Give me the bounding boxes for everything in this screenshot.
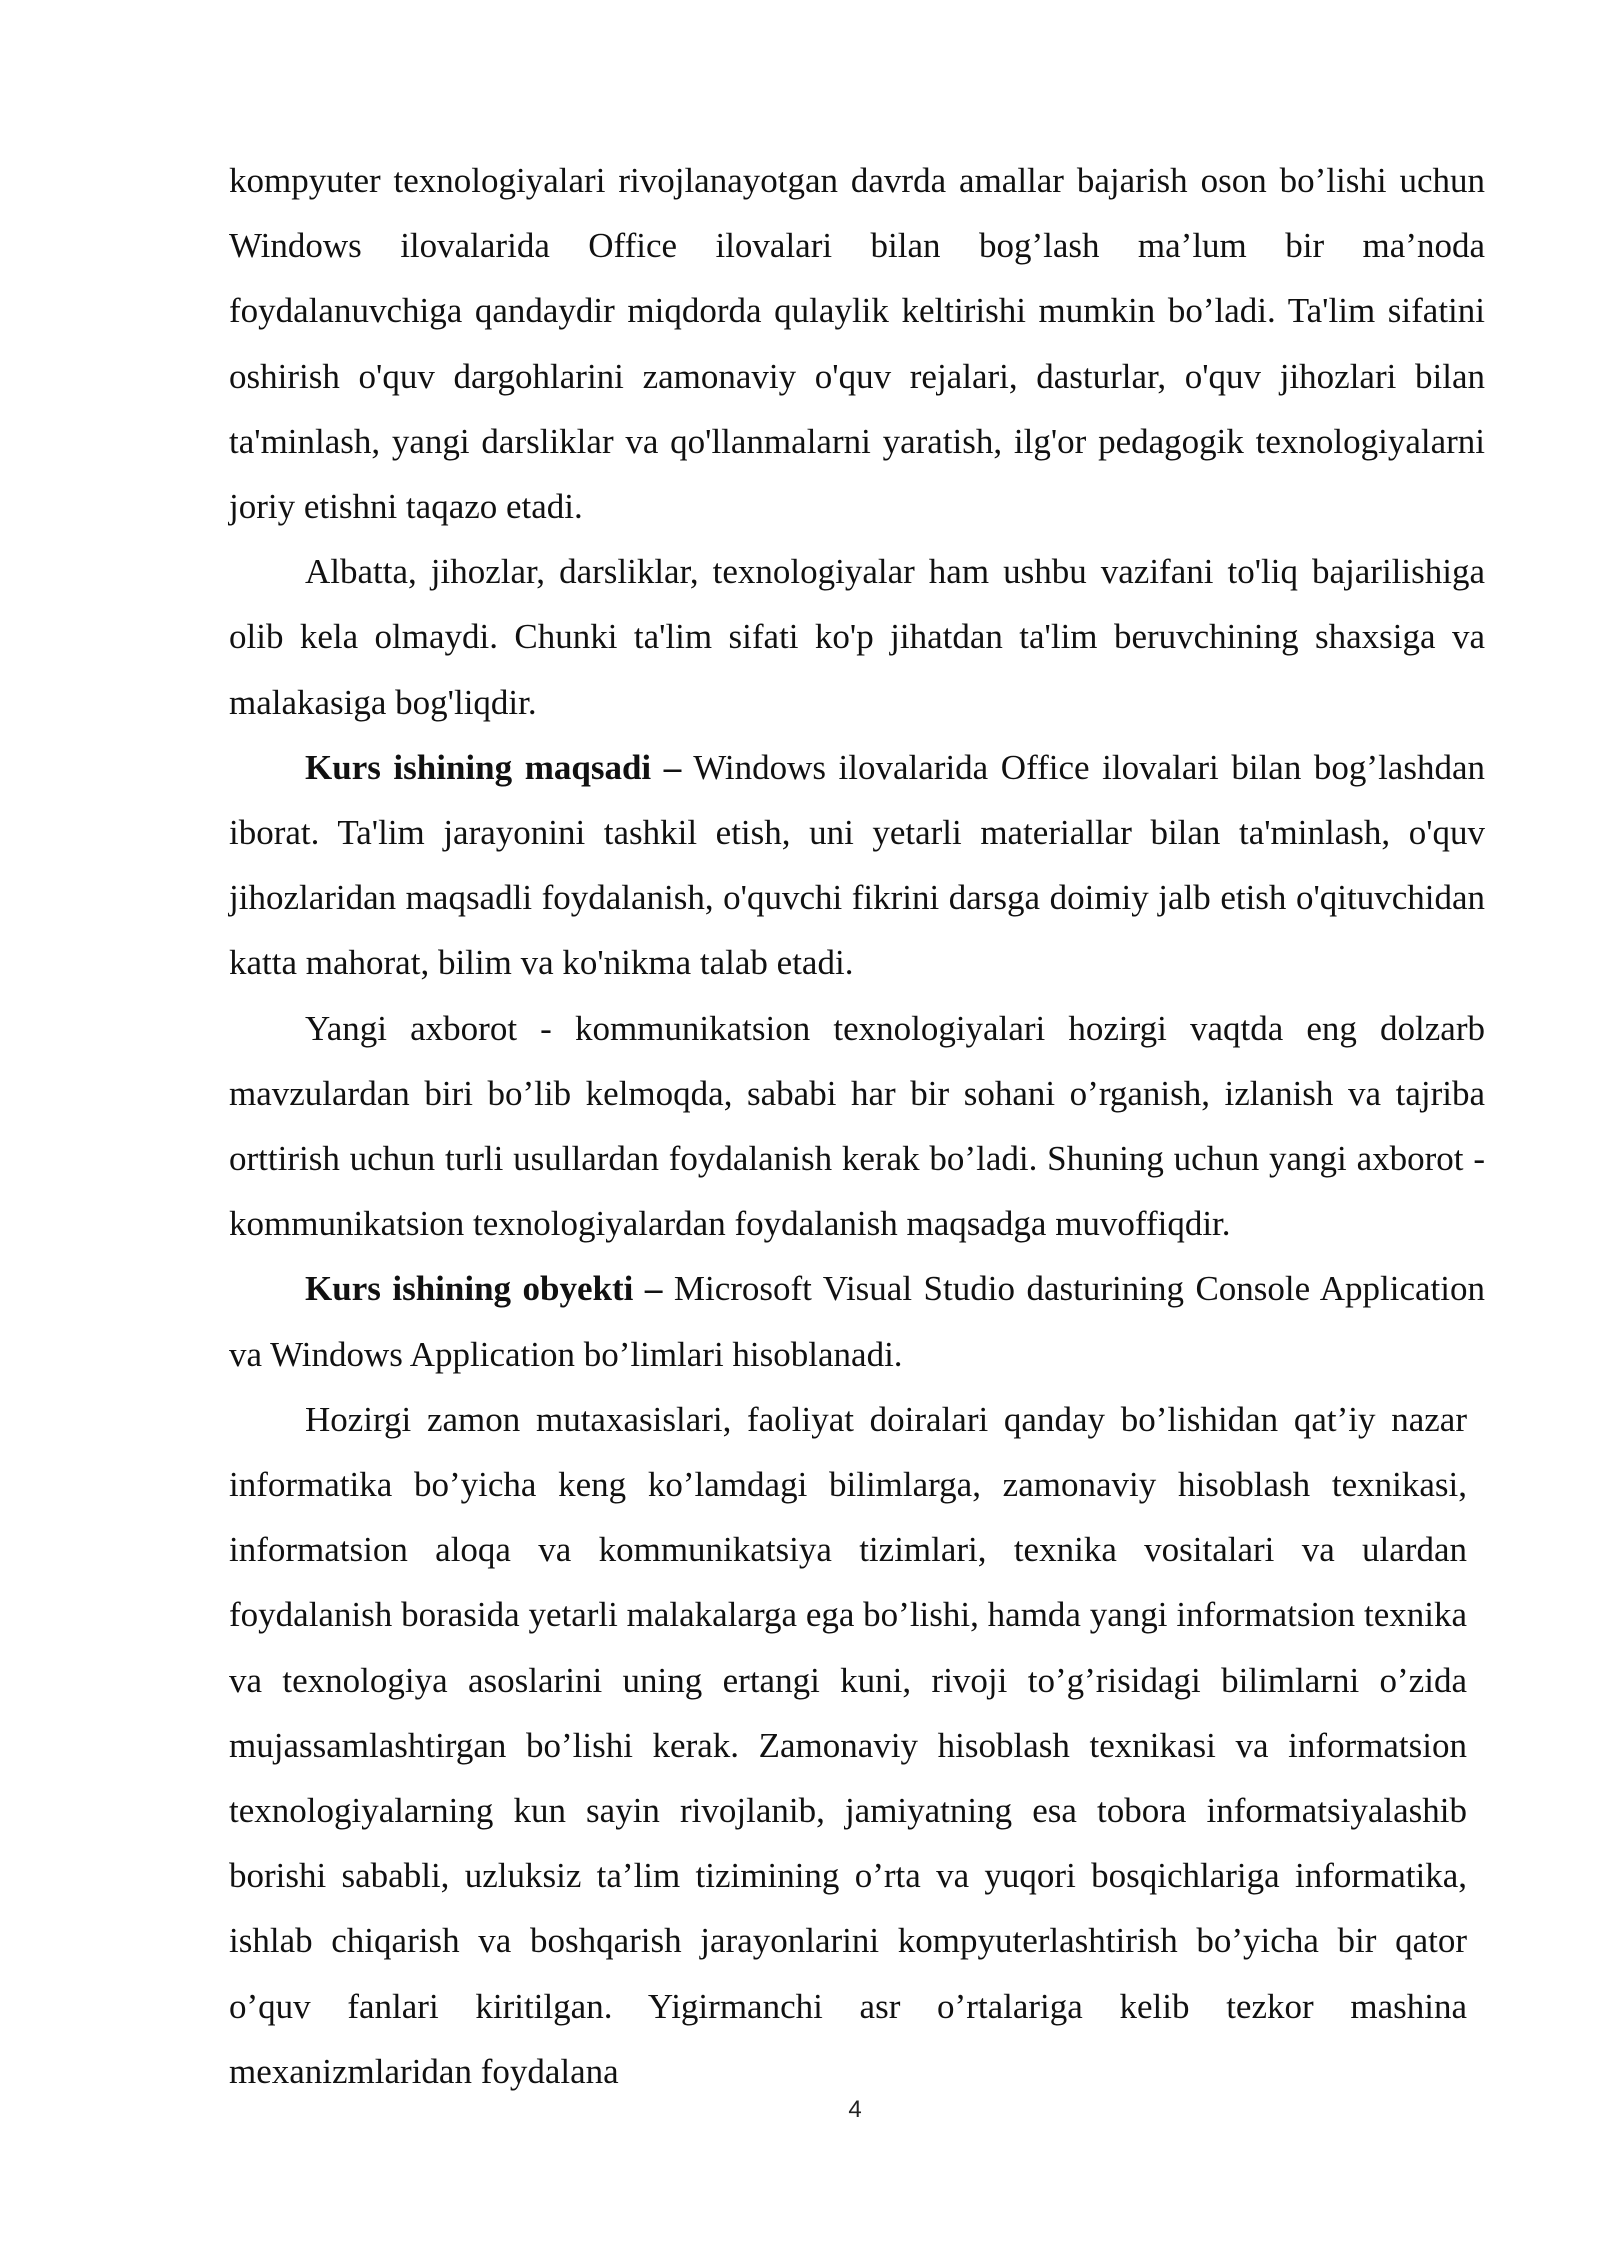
paragraph-course-goal xyxy=(229,735,1485,996)
paragraph-course-object xyxy=(229,1256,1485,1386)
paragraph-equipment: Albatta, jihozlar, darsliklar, texnologiyalar ham ushbu vazifani to'liq bajarilishiga olib kela olmaydi. Chunki ta'lim sifati ko'p jihatdan ta'lim beruvchining shaxsiga va malakasiga bog'liqdir. xyxy=(229,552,1485,722)
document-body xyxy=(229,148,1485,2104)
course-object-heading: Kurs ishining obyekti – xyxy=(305,1269,663,1309)
course-goal-heading: Kurs ishining maqsadi – xyxy=(305,747,682,787)
paragraph-modern-specialists: Hozirgi zamon mutaxasislari, faoliyat doiralari qanday bo’lishidan qat’iy nazar informatika bo’yicha keng ko’lamdagi bilimlarga, zamonaviy hisoblash texnikasi, informatsion aloqa va kommunikatsiya tizimlari, texnika vositalari va ulardan foydalanish borasida yetarli malakalarga ega bo’lishi, hamda yangi informatsion texnika va texnologiya asoslarini uning ertangi kuni, rivoji to’g’risidagi bilimlarni o’zida mujassamlashtirgan bo’lishi kerak. Zamonaviy hisoblash texnikasi va informatsion texnologiyalarning kun sayin rivojlanib, jamiyatning esa tobora informatsiyalashib borishi sababli, uzluksiz ta’lim tizimining o’rta va yuqori bosqichlariga informatika, ishlab chiqarish va boshqarish jarayonlarini kompyuterlashtirish bo’yicha bir qator o’quv fanlari kiritilgan. Yigirmanchi asr o’rtalariga kelib tezkor mashina mexanizmlaridan foydalana xyxy=(229,1399,1467,2091)
course-goal-text: Windows ilovalarida Office ilovalari bilan bog’lashdan iborat. Ta'lim jarayonini tashkil etish, uni yetarli materiallar bilan ta'minlash, o'quv jihozlaridan maqsadli foydalanish, o'quvchi fikrini darsga doimiy jalb etish o'qituvchidan katta mahorat, bilim va ko'nikma talab etadi. xyxy=(229,747,1486,983)
paragraph-intro: kompyuter texnologiyalari rivojlanayotgan davrda amallar bajarish oson bo’lishi uchun Windows ilovalarida Office ilovalari bilan bog’lash ma’lum bir ma’noda foydalanuvchiga qandaydir miqdorda qulaylik keltirishi mumkin bo’ladi. Ta'lim sifatini oshirish o'quv dargohlarini zamonaviy o'quv rejalari, dasturlar, o'quv jihozlari bilan ta'minlash, yangi darsliklar va qo'llanmalarni yaratish, ilg'or pedagogik texnologiyalarni joriy etishni taqazo etadi. xyxy=(229,161,1485,527)
course-object-text: Microsoft Visual Studio dasturining Console Application va Windows Application bo’limlari hisoblanadi. xyxy=(229,1269,1485,1374)
page-number: 4 xyxy=(848,2096,862,2123)
paragraph-ict: Yangi axborot - kommunikatsion texnologiyalari hozirgi vaqtda eng dolzarb mavzulardan biri bo’lib kelmoqda, sababi har bir sohani o’rganish, izlanish va tajriba orttirish uchun turli usullardan foydalanish kerak bo’ladi. Shuning uchun yangi axborot - kommunikatsion texnologiyalardan foydalanish maqsadga muvoffiqdir. xyxy=(229,1008,1485,1244)
